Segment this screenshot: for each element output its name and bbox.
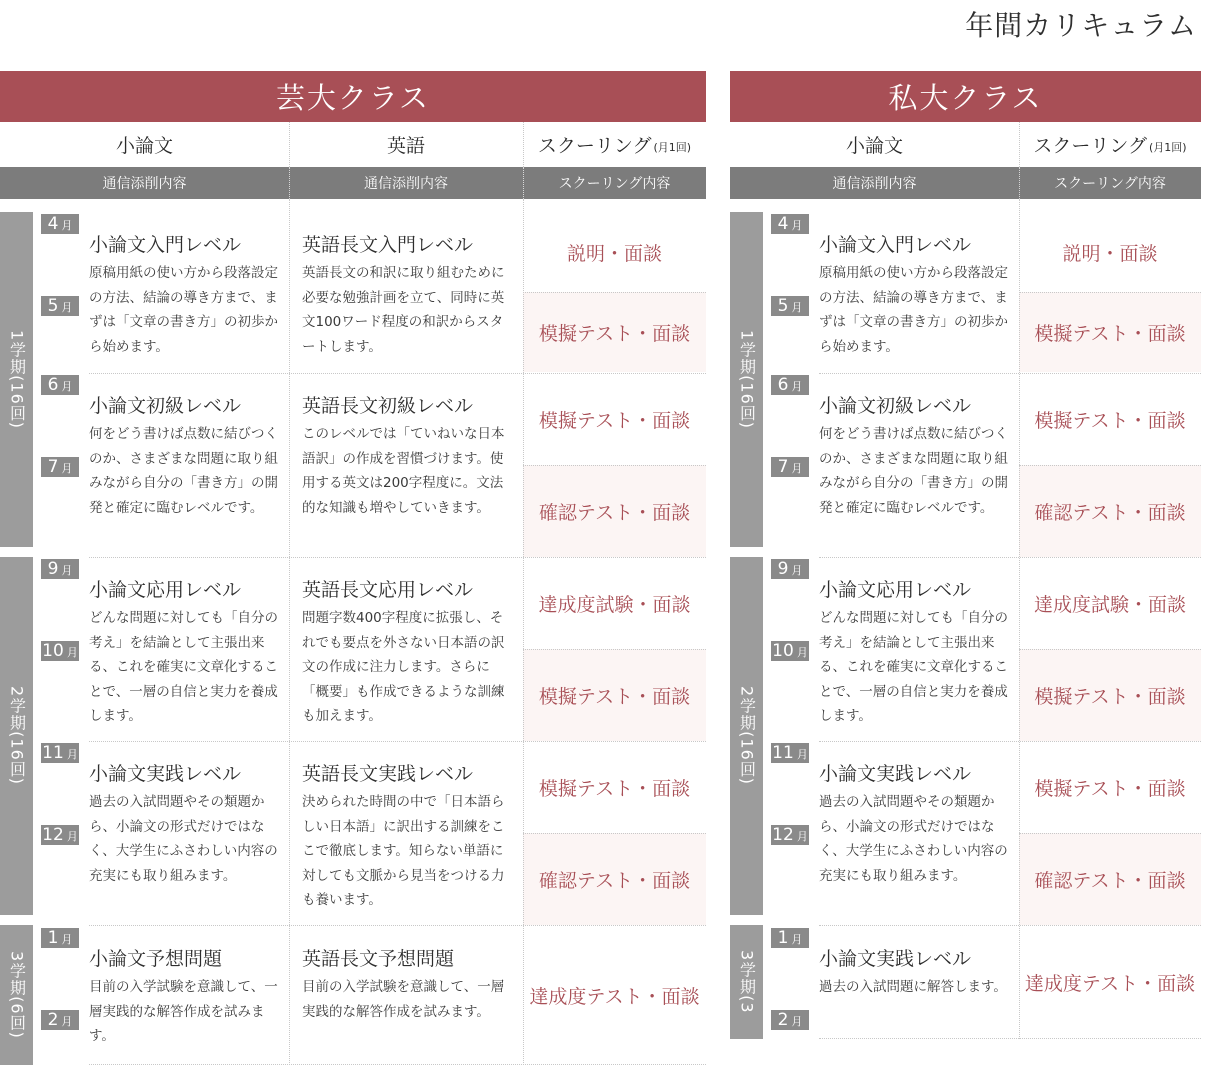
divider	[819, 925, 1201, 926]
month-tag: 7 月	[771, 457, 809, 477]
geidai-english-level: 英語長文初級レベル	[302, 395, 474, 417]
shidai-class-header: 私大クラス	[730, 71, 1201, 122]
geidai-term-3	[0, 925, 33, 1065]
geidai-col-essay: 小論文	[115, 135, 173, 157]
divider	[1019, 292, 1201, 293]
divider	[89, 557, 706, 558]
month-tag: 2 月	[41, 1010, 79, 1030]
shidai-essay-desc: 過去の入試問題に解答します。	[819, 979, 1007, 995]
geidai-english-desc: 問題字数400字程度に拡張し、それでも要点を外さない日本語の訳文の作成に注力します。さらに「概要」も作成できるような訓練も加えます。	[302, 610, 505, 724]
month-tag: 5 月	[41, 296, 79, 316]
geidai-essay-level: 小論文応用レベル	[89, 579, 242, 601]
divider	[89, 925, 706, 926]
divider	[523, 833, 706, 834]
geidai-col-schooling-label: スクーリング	[537, 135, 652, 157]
geidai-term-1	[0, 212, 33, 547]
divider	[89, 373, 706, 374]
month-tag: 4 月	[41, 214, 79, 234]
divider	[89, 1064, 706, 1065]
term-label: 1学期(16回)	[7, 329, 27, 430]
divider	[819, 1038, 1201, 1039]
geidai-essay-desc: 原稿用紙の使い方から段落設定の方法、結論の導き方まで、まずは「文章の書き方」の初歩から始めます。	[89, 265, 278, 355]
shidai-col-schooling	[1019, 122, 1201, 167]
month-tag: 10 月	[42, 641, 78, 661]
month-tag: 12 月	[42, 825, 78, 845]
divider	[1019, 465, 1201, 466]
geidai-sub-correspondence: 通信添削内容	[0, 167, 289, 199]
term-label: 3学期(6回)	[7, 951, 27, 1039]
divider	[523, 465, 706, 466]
shidai-schooling-cell: 達成度試験・面談	[1033, 593, 1186, 616]
shidai-essay-desc: 原稿用紙の使い方から段落設定の方法、結論の導き方まで、まずは「文章の書き方」の初歩から始めます。	[819, 265, 1008, 355]
geidai-schooling-cell: 達成度テスト・面談	[529, 985, 700, 1008]
geidai-english-level: 英語長文応用レベル	[302, 579, 474, 601]
shidai-schooling-cell: 説明・面談	[1062, 242, 1158, 265]
geidai-essay-desc: どんな問題に対しても「自分の考え」を結論として主張出来る、これを確実に文章化することで、一層の自信と実力を養成します。	[89, 610, 278, 724]
divider	[89, 741, 706, 742]
shidai-term-1	[730, 212, 763, 547]
month-tag: 5 月	[771, 296, 809, 316]
month-tag: 11 月	[42, 743, 78, 763]
geidai-essay-level: 小論文予想問題	[89, 948, 223, 970]
month-tag: 11 月	[772, 743, 808, 763]
geidai-schooling-cell: 説明・面談	[566, 242, 662, 265]
geidai-essay-desc: 何をどう書けば点数に結びつくのか、さまざまな問題に取り組みながら自分の「書き方」の開発と確定に臨むレベルです。	[89, 426, 278, 516]
shidai-essay-level: 小論文入門レベル	[819, 234, 972, 256]
month-tag: 2 月	[771, 1010, 809, 1030]
geidai-sub-schooling: スクーリング内容	[523, 167, 706, 199]
divider	[523, 649, 706, 650]
divider	[1019, 649, 1201, 650]
shidai-essay-desc: どんな問題に対しても「自分の考え」を結論として主張出来る、これを確実に文章化することで、一層の自信と実力を養成します。	[819, 610, 1008, 724]
divider	[1019, 833, 1201, 834]
divider	[289, 167, 290, 199]
geidai-english-level: 英語長文予想問題	[302, 948, 455, 970]
divider	[289, 199, 290, 1065]
geidai-schooling-cell: 確認テスト・面談	[523, 833, 706, 925]
term-label: 3学期(3	[737, 950, 757, 1014]
geidai-english-desc: 目前の入学試験を意識して、一層実践的な解答作成を試みます。	[302, 979, 505, 1020]
shidai-schooling-cell: 模擬テスト・面談	[1019, 292, 1201, 372]
geidai-term-2	[0, 557, 33, 915]
geidai-english-desc: 決められた時間の中で「日本語らしい日本語」に訳出する訓練をここで徹底します。知らない単語に対しても文脈から見当をつける力も養います。	[302, 794, 505, 908]
shidai-sub-correspondence: 通信添削内容	[730, 167, 1019, 199]
geidai-col-english: 英語	[386, 135, 425, 157]
geidai-sub-correspondence-english: 通信添削内容	[289, 167, 523, 199]
geidai-essay-level: 小論文初級レベル	[89, 395, 242, 417]
geidai-essay-desc: 目前の入学試験を意識して、一層実践的な解答作成を試みます。	[89, 979, 278, 1044]
divider	[523, 122, 524, 167]
shidai-sub-schooling: スクーリング内容	[1019, 167, 1201, 199]
month-tag: 1 月	[41, 928, 79, 948]
divider	[819, 373, 1201, 374]
divider	[523, 292, 706, 293]
shidai-schooling-cell: 確認テスト・面談	[1019, 465, 1201, 557]
term-label: 1学期(16回)	[737, 329, 757, 430]
geidai-english-desc: 英語長文の和訳に取り組むために必要な勉強計画を立て、同時に英文100ワード程度の和訳からスタートします。	[302, 265, 505, 355]
divider	[1019, 199, 1020, 1039]
divider	[289, 122, 290, 167]
geidai-essay-level: 小論文入門レベル	[89, 234, 242, 256]
divider	[523, 199, 524, 1065]
shidai-col-schooling-note: (月1回)	[1149, 141, 1187, 154]
shidai-essay-desc: 過去の入試問題やその類題から、小論文の形式だけではなく、大学生にふさわしい内容の充実にも取り組みます。	[819, 794, 1008, 884]
month-tag: 6 月	[771, 375, 809, 395]
month-tag: 4 月	[771, 214, 809, 234]
shidai-schooling-cell: 模擬テスト・面談	[1019, 649, 1201, 741]
month-tag: 6 月	[41, 375, 79, 395]
divider	[819, 741, 1201, 742]
geidai-english-level: 英語長文実践レベル	[302, 763, 474, 785]
month-tag: 12 月	[772, 825, 808, 845]
geidai-schooling-cell: 達成度試験・面談	[538, 593, 691, 616]
shidai-schooling-cell: 確認テスト・面談	[1019, 833, 1201, 925]
month-tag: 9 月	[771, 559, 809, 579]
term-label: 2学期(16回)	[7, 686, 27, 786]
geidai-schooling-cell: 模擬テスト・面談	[523, 292, 706, 372]
shidai-essay-level: 小論文応用レベル	[819, 579, 972, 601]
geidai-schooling-cell: 模擬テスト・面談	[523, 649, 706, 741]
geidai-essay-level: 小論文実践レベル	[89, 763, 242, 785]
geidai-col-schooling-note: (月1回)	[653, 141, 692, 154]
shidai-essay-level: 小論文実践レベル	[819, 763, 972, 785]
geidai-essay-desc: 過去の入試問題やその類題から、小論文の形式だけではなく、大学生にふさわしい内容の充実にも取り組みます。	[89, 794, 278, 884]
geidai-schooling-cell: 模擬テスト・面談	[538, 777, 691, 800]
shidai-col-schooling-label: スクーリング	[1033, 135, 1148, 157]
geidai-english-desc: このレベルでは「ていねいな日本語訳」の作成を習慣づけます。使用する英文は200字程度に。文法的な知識も増やしていきます。	[302, 426, 505, 516]
page-title: 年間カリキュラム	[965, 9, 1197, 42]
divider	[1019, 167, 1020, 199]
geidai-col-schooling	[523, 122, 706, 167]
shidai-schooling-cell: 模擬テスト・面談	[1034, 409, 1186, 432]
geidai-schooling-cell: 模擬テスト・面談	[538, 409, 691, 432]
divider	[1019, 122, 1020, 167]
month-tag: 1 月	[771, 928, 809, 948]
shidai-essay-level: 小論文初級レベル	[819, 395, 972, 417]
shidai-term-3	[730, 925, 763, 1039]
geidai-schooling-cell: 確認テスト・面談	[523, 465, 706, 557]
month-tag: 10 月	[772, 641, 808, 661]
shidai-essay-level: 小論文実践レベル	[819, 948, 972, 970]
month-tag: 9 月	[41, 559, 79, 579]
divider	[523, 167, 524, 199]
shidai-schooling-cell: 模擬テスト・面談	[1034, 777, 1186, 800]
geidai-english-level: 英語長文入門レベル	[302, 234, 474, 256]
shidai-term-2	[730, 557, 763, 915]
geidai-class-header: 芸大クラス	[0, 71, 706, 122]
shidai-schooling-cell: 達成度テスト・面談	[1024, 972, 1196, 995]
month-tag: 7 月	[41, 457, 79, 477]
term-label: 2学期(16回)	[737, 686, 757, 786]
shidai-col-essay: 小論文	[845, 135, 903, 157]
divider	[819, 557, 1201, 558]
shidai-essay-desc: 何をどう書けば点数に結びつくのか、さまざまな問題に取り組みながら自分の「書き方」の開発と確定に臨むレベルです。	[819, 426, 1008, 516]
